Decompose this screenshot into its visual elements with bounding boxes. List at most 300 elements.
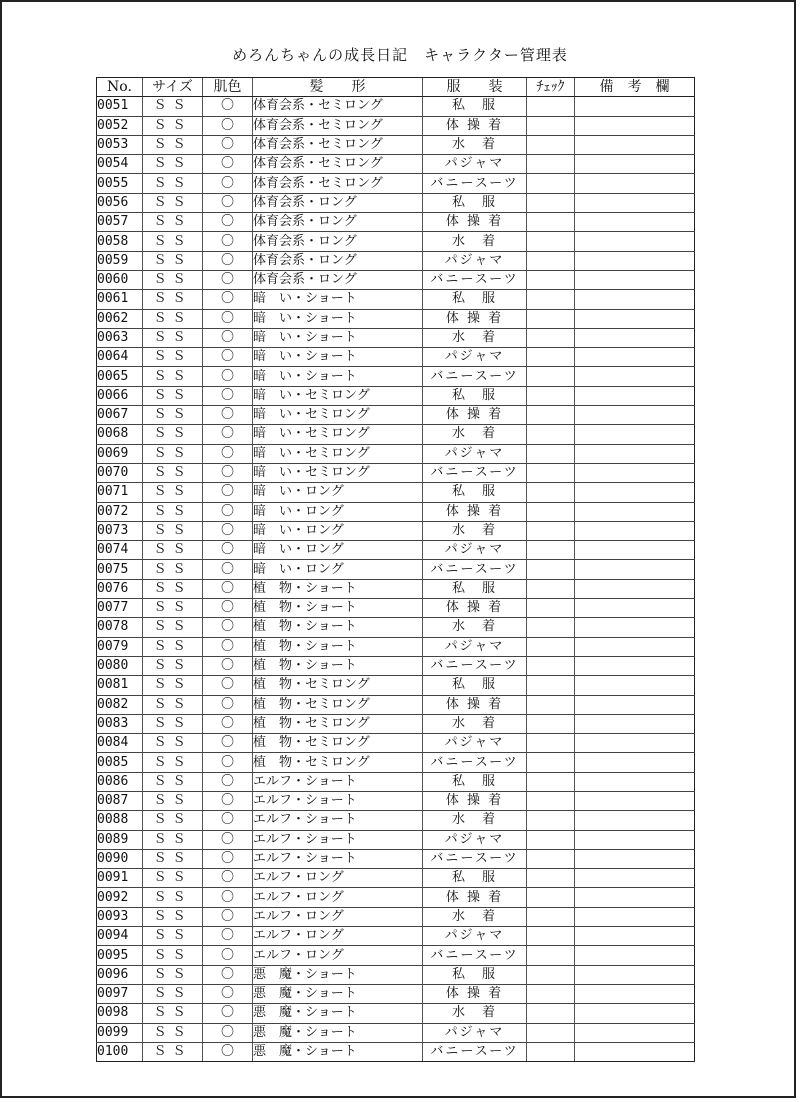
note-cell [575, 328, 695, 347]
no-cell: 0092 [97, 888, 143, 907]
hair-cell: 暗 い・ロング [253, 483, 423, 502]
skin-cell: 〇 [203, 791, 253, 810]
note-cell [575, 907, 695, 926]
size-cell: ＳＳ [143, 328, 203, 347]
hair-cell: エルフ・ショート [253, 830, 423, 849]
clothes-cell: パジャマ [423, 155, 527, 174]
clothes-cell: バニースーツ [423, 367, 527, 386]
clothes-cell: 私 服 [423, 97, 527, 116]
no-cell: 0094 [97, 927, 143, 946]
no-cell: 0051 [97, 97, 143, 116]
table-row [97, 444, 695, 463]
table-row [97, 502, 695, 521]
note-cell [575, 483, 695, 502]
check-cell [527, 637, 575, 656]
skin-cell: 〇 [203, 599, 253, 618]
hair-cell: 悪 魔・ショート [253, 1004, 423, 1023]
skin-cell: 〇 [203, 116, 253, 135]
skin-cell: 〇 [203, 965, 253, 984]
no-cell: 0087 [97, 791, 143, 810]
clothes-cell: パジャマ [423, 251, 527, 270]
check-cell [527, 714, 575, 733]
table-row [97, 406, 695, 425]
check-cell [527, 406, 575, 425]
skin-cell: 〇 [203, 270, 253, 289]
table-row [97, 753, 695, 772]
table-row [97, 772, 695, 791]
check-cell [527, 618, 575, 637]
hair-cell: 体育会系・セミロング [253, 116, 423, 135]
check-cell [527, 849, 575, 868]
size-cell: ＳＳ [143, 656, 203, 675]
note-cell [575, 193, 695, 212]
clothes-cell: 水 着 [423, 521, 527, 540]
table-row [97, 251, 695, 270]
table-row [97, 888, 695, 907]
check-cell [527, 444, 575, 463]
size-cell: ＳＳ [143, 155, 203, 174]
no-cell: 0083 [97, 714, 143, 733]
note-cell [575, 772, 695, 791]
skin-cell: 〇 [203, 656, 253, 675]
table-row [97, 927, 695, 946]
size-cell: ＳＳ [143, 984, 203, 1003]
no-cell: 0081 [97, 676, 143, 695]
no-cell: 0076 [97, 579, 143, 598]
size-cell: ＳＳ [143, 1004, 203, 1023]
skin-cell: 〇 [203, 328, 253, 347]
size-cell: ＳＳ [143, 927, 203, 946]
check-cell [527, 560, 575, 579]
size-cell: ＳＳ [143, 637, 203, 656]
table-row [97, 618, 695, 637]
clothes-cell: パジャマ [423, 927, 527, 946]
hair-cell: 植 物・ショート [253, 599, 423, 618]
no-cell: 0100 [97, 1042, 143, 1061]
skin-cell: 〇 [203, 676, 253, 695]
hair-cell: 暗 い・ロング [253, 521, 423, 540]
clothes-cell: 私 服 [423, 290, 527, 309]
check-cell [527, 155, 575, 174]
hair-cell: エルフ・ロング [253, 946, 423, 965]
document-title: めろんちゃんの成長日記 キャラクター管理表 [232, 46, 568, 64]
size-cell: ＳＳ [143, 1042, 203, 1061]
table-row [97, 213, 695, 232]
check-cell [527, 174, 575, 193]
no-cell: 0089 [97, 830, 143, 849]
note-cell [575, 155, 695, 174]
hair-cell: 悪 魔・ショート [253, 1042, 423, 1061]
table-row [97, 521, 695, 540]
no-cell: 0090 [97, 849, 143, 868]
size-cell: ＳＳ [143, 232, 203, 251]
no-cell: 0056 [97, 193, 143, 212]
skin-cell: 〇 [203, 174, 253, 193]
clothes-cell: 私 服 [423, 193, 527, 212]
hair-cell: 植 物・ショート [253, 618, 423, 637]
clothes-cell: 水 着 [423, 1004, 527, 1023]
no-cell: 0086 [97, 772, 143, 791]
note-cell [575, 232, 695, 251]
header-note: 備 考 欄 [575, 78, 695, 97]
hair-cell: エルフ・ショート [253, 772, 423, 791]
clothes-cell: パジャマ [423, 348, 527, 367]
skin-cell: 〇 [203, 811, 253, 830]
check-cell [527, 348, 575, 367]
table-row [97, 193, 695, 212]
hair-cell: 植 物・セミロング [253, 734, 423, 753]
size-cell: ＳＳ [143, 174, 203, 193]
skin-cell: 〇 [203, 367, 253, 386]
skin-cell: 〇 [203, 907, 253, 926]
note-cell [575, 97, 695, 116]
check-cell [527, 328, 575, 347]
skin-cell: 〇 [203, 406, 253, 425]
no-cell: 0075 [97, 560, 143, 579]
hair-cell: 暗 い・ショート [253, 367, 423, 386]
note-cell [575, 135, 695, 154]
table-row [97, 290, 695, 309]
check-cell [527, 888, 575, 907]
header-check: ﾁｪｯｸ [527, 78, 575, 97]
clothes-cell: 体 操 着 [423, 309, 527, 328]
clothes-cell: 私 服 [423, 869, 527, 888]
no-cell: 0099 [97, 1023, 143, 1042]
table-row [97, 656, 695, 675]
header-row [97, 78, 695, 97]
note-cell [575, 676, 695, 695]
hair-cell: 体育会系・セミロング [253, 97, 423, 116]
skin-cell: 〇 [203, 290, 253, 309]
clothes-cell: 水 着 [423, 232, 527, 251]
skin-cell: 〇 [203, 579, 253, 598]
skin-cell: 〇 [203, 637, 253, 656]
no-cell: 0082 [97, 695, 143, 714]
no-cell: 0055 [97, 174, 143, 193]
hair-cell: 暗 い・セミロング [253, 463, 423, 482]
check-cell [527, 367, 575, 386]
skin-cell: 〇 [203, 753, 253, 772]
table-row [97, 116, 695, 135]
table-row [97, 367, 695, 386]
size-cell: ＳＳ [143, 965, 203, 984]
no-cell: 0077 [97, 599, 143, 618]
hair-cell: 暗 い・ショート [253, 290, 423, 309]
clothes-cell: バニースーツ [423, 174, 527, 193]
note-cell [575, 309, 695, 328]
table-row [97, 637, 695, 656]
hair-cell: 悪 魔・ショート [253, 984, 423, 1003]
size-cell: ＳＳ [143, 734, 203, 753]
check-cell [527, 97, 575, 116]
clothes-cell: 水 着 [423, 618, 527, 637]
note-cell [575, 927, 695, 946]
check-cell [527, 135, 575, 154]
table-row [97, 174, 695, 193]
hair-cell: 暗 い・ショート [253, 348, 423, 367]
skin-cell: 〇 [203, 541, 253, 560]
skin-cell: 〇 [203, 1004, 253, 1023]
check-cell [527, 251, 575, 270]
check-cell [527, 927, 575, 946]
skin-cell: 〇 [203, 155, 253, 174]
table-row [97, 232, 695, 251]
skin-cell: 〇 [203, 1023, 253, 1042]
clothes-cell: 体 操 着 [423, 791, 527, 810]
note-cell [575, 656, 695, 675]
size-cell: ＳＳ [143, 97, 203, 116]
table-row [97, 1042, 695, 1061]
no-cell: 0053 [97, 135, 143, 154]
note-cell [575, 367, 695, 386]
note-cell [575, 1004, 695, 1023]
check-cell [527, 290, 575, 309]
skin-cell: 〇 [203, 714, 253, 733]
size-cell: ＳＳ [143, 753, 203, 772]
skin-cell: 〇 [203, 97, 253, 116]
skin-cell: 〇 [203, 425, 253, 444]
check-cell [527, 676, 575, 695]
note-cell [575, 406, 695, 425]
note-cell [575, 1023, 695, 1042]
clothes-cell: 私 服 [423, 772, 527, 791]
note-cell [575, 946, 695, 965]
note-cell [575, 811, 695, 830]
note-cell [575, 869, 695, 888]
table-row [97, 830, 695, 849]
clothes-cell: バニースーツ [423, 656, 527, 675]
table-row [97, 425, 695, 444]
hair-cell: 植 物・セミロング [253, 695, 423, 714]
check-cell [527, 116, 575, 135]
check-cell [527, 521, 575, 540]
clothes-cell: バニースーツ [423, 1042, 527, 1061]
skin-cell: 〇 [203, 232, 253, 251]
note-cell [575, 599, 695, 618]
check-cell [527, 213, 575, 232]
hair-cell: 暗 い・ショート [253, 328, 423, 347]
check-cell [527, 772, 575, 791]
size-cell: ＳＳ [143, 830, 203, 849]
skin-cell: 〇 [203, 695, 253, 714]
table-row [97, 579, 695, 598]
note-cell [575, 463, 695, 482]
no-cell: 0069 [97, 444, 143, 463]
hair-cell: エルフ・ショート [253, 811, 423, 830]
clothes-cell: バニースーツ [423, 849, 527, 868]
size-cell: ＳＳ [143, 772, 203, 791]
skin-cell: 〇 [203, 463, 253, 482]
check-cell [527, 1023, 575, 1042]
note-cell [575, 734, 695, 753]
check-cell [527, 193, 575, 212]
check-cell [527, 386, 575, 405]
note-cell [575, 425, 695, 444]
size-cell: ＳＳ [143, 541, 203, 560]
check-cell [527, 695, 575, 714]
table-row [97, 309, 695, 328]
header-no: No. [97, 78, 143, 97]
table-row [97, 946, 695, 965]
clothes-cell: 水 着 [423, 811, 527, 830]
hair-cell: 暗 い・セミロング [253, 444, 423, 463]
no-cell: 0052 [97, 116, 143, 135]
size-cell: ＳＳ [143, 463, 203, 482]
size-cell: ＳＳ [143, 676, 203, 695]
clothes-cell: 体 操 着 [423, 984, 527, 1003]
skin-cell: 〇 [203, 772, 253, 791]
check-cell [527, 483, 575, 502]
check-cell [527, 907, 575, 926]
table-row [97, 560, 695, 579]
note-cell [575, 1042, 695, 1061]
size-cell: ＳＳ [143, 309, 203, 328]
note-cell [575, 579, 695, 598]
note-cell [575, 560, 695, 579]
size-cell: ＳＳ [143, 869, 203, 888]
hair-cell: 植 物・ショート [253, 579, 423, 598]
check-cell [527, 869, 575, 888]
note-cell [575, 521, 695, 540]
clothes-cell: パジャマ [423, 734, 527, 753]
note-cell [575, 888, 695, 907]
hair-cell: 体育会系・セミロング [253, 174, 423, 193]
hair-cell: 植 物・ショート [253, 656, 423, 675]
table-row [97, 984, 695, 1003]
clothes-cell: パジャマ [423, 830, 527, 849]
size-cell: ＳＳ [143, 425, 203, 444]
skin-cell: 〇 [203, 251, 253, 270]
hair-cell: 暗 い・ロング [253, 502, 423, 521]
size-cell: ＳＳ [143, 560, 203, 579]
size-cell: ＳＳ [143, 270, 203, 289]
table-row [97, 97, 695, 116]
skin-cell: 〇 [203, 946, 253, 965]
hair-cell: 暗 い・ロング [253, 560, 423, 579]
note-cell [575, 618, 695, 637]
size-cell: ＳＳ [143, 213, 203, 232]
no-cell: 0071 [97, 483, 143, 502]
skin-cell: 〇 [203, 888, 253, 907]
no-cell: 0079 [97, 637, 143, 656]
skin-cell: 〇 [203, 502, 253, 521]
header-size: サイズ [143, 78, 203, 97]
table-row [97, 695, 695, 714]
table-row [97, 386, 695, 405]
check-cell [527, 984, 575, 1003]
hair-cell: 植 物・セミロング [253, 714, 423, 733]
hair-cell: エルフ・ショート [253, 791, 423, 810]
size-cell: ＳＳ [143, 444, 203, 463]
table-row [97, 1004, 695, 1023]
no-cell: 0088 [97, 811, 143, 830]
no-cell: 0084 [97, 734, 143, 753]
size-cell: ＳＳ [143, 695, 203, 714]
check-cell [527, 656, 575, 675]
hair-cell: エルフ・ロング [253, 927, 423, 946]
check-cell [527, 425, 575, 444]
size-cell: ＳＳ [143, 1023, 203, 1042]
hair-cell: 体育会系・ロング [253, 251, 423, 270]
skin-cell: 〇 [203, 927, 253, 946]
check-cell [527, 309, 575, 328]
skin-cell: 〇 [203, 1042, 253, 1061]
hair-cell: 体育会系・ロング [253, 232, 423, 251]
note-cell [575, 637, 695, 656]
clothes-cell: 体 操 着 [423, 599, 527, 618]
clothes-cell: 私 服 [423, 965, 527, 984]
note-cell [575, 830, 695, 849]
hair-cell: 植 物・セミロング [253, 753, 423, 772]
header-skin: 肌色 [203, 78, 253, 97]
size-cell: ＳＳ [143, 907, 203, 926]
skin-cell: 〇 [203, 386, 253, 405]
skin-cell: 〇 [203, 560, 253, 579]
table-row [97, 791, 695, 810]
check-cell [527, 1004, 575, 1023]
clothes-cell: 水 着 [423, 135, 527, 154]
no-cell: 0068 [97, 425, 143, 444]
size-cell: ＳＳ [143, 483, 203, 502]
no-cell: 0062 [97, 309, 143, 328]
no-cell: 0096 [97, 965, 143, 984]
size-cell: ＳＳ [143, 367, 203, 386]
no-cell: 0085 [97, 753, 143, 772]
clothes-cell: 体 操 着 [423, 695, 527, 714]
table-row [97, 714, 695, 733]
clothes-cell: 私 服 [423, 483, 527, 502]
no-cell: 0078 [97, 618, 143, 637]
size-cell: ＳＳ [143, 714, 203, 733]
hair-cell: 体育会系・セミロング [253, 155, 423, 174]
clothes-cell: 体 操 着 [423, 213, 527, 232]
hair-cell: 体育会系・ロング [253, 213, 423, 232]
size-cell: ＳＳ [143, 946, 203, 965]
note-cell [575, 386, 695, 405]
check-cell [527, 599, 575, 618]
clothes-cell: 水 着 [423, 714, 527, 733]
table-row [97, 965, 695, 984]
check-cell [527, 791, 575, 810]
skin-cell: 〇 [203, 135, 253, 154]
no-cell: 0070 [97, 463, 143, 482]
check-cell [527, 753, 575, 772]
hair-cell: 植 物・ショート [253, 637, 423, 656]
no-cell: 0054 [97, 155, 143, 174]
hair-cell: 体育会系・ロング [253, 270, 423, 289]
size-cell: ＳＳ [143, 791, 203, 810]
clothes-cell: 水 着 [423, 425, 527, 444]
hair-cell: エルフ・ショート [253, 849, 423, 868]
check-cell [527, 463, 575, 482]
table-row [97, 907, 695, 926]
table-row [97, 135, 695, 154]
hair-cell: 悪 魔・ショート [253, 1023, 423, 1042]
size-cell: ＳＳ [143, 135, 203, 154]
clothes-cell: パジャマ [423, 1023, 527, 1042]
header-hair: 髪 形 [253, 78, 423, 97]
clothes-cell: 私 服 [423, 579, 527, 598]
note-cell [575, 270, 695, 289]
note-cell [575, 444, 695, 463]
table-row [97, 155, 695, 174]
no-cell: 0065 [97, 367, 143, 386]
size-cell: ＳＳ [143, 888, 203, 907]
clothes-cell: 体 操 着 [423, 116, 527, 135]
note-cell [575, 348, 695, 367]
note-cell [575, 791, 695, 810]
clothes-cell: バニースーツ [423, 946, 527, 965]
